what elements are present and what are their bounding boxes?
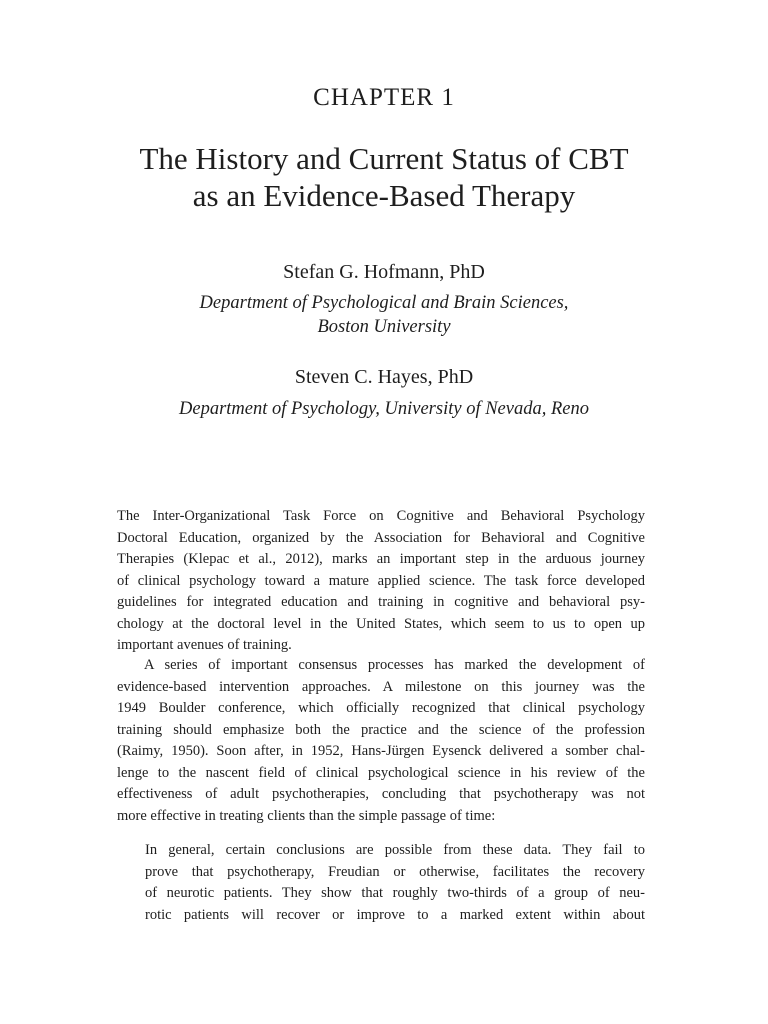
author-affiliation — [0, 291, 768, 339]
paragraph-line: of clinical psychology toward a mature applied science. The task force developed — [117, 572, 645, 589]
chapter-title — [0, 140, 768, 214]
chapter-title-line: The History and Current Status of CBT — [139, 141, 629, 176]
paragraph-line: more effective in treating clients than the simple passage of time: — [117, 807, 496, 824]
paragraph-line: 1949 Boulder conference, which officially recognized that clinical psychology — [117, 700, 645, 716]
paragraph-line: A series of important consensus processes has marked the development of — [144, 657, 645, 673]
paragraph-line: important avenues of training. — [117, 637, 292, 653]
quote-line: prove that psychotherapy, Freudian or otherwise, facilitates the recovery — [145, 863, 645, 880]
paragraph-line: Doctoral Education, organized by the Association for Behavioral and Cognitive — [117, 529, 645, 546]
body-paragraph — [117, 655, 645, 827]
author-name: Steven C. Hayes, PhD — [294, 366, 474, 388]
block-quote — [145, 840, 645, 926]
author-name: Stefan G. Hofmann, PhD — [283, 261, 485, 283]
author-affiliation — [0, 397, 768, 421]
affiliation-line: Department of Psychology, University of Nevada, Reno — [179, 399, 589, 419]
paragraph-line: effectiveness of adult psychotherapies, concluding that psychotherapy was not — [117, 786, 645, 802]
chapter-label: CHAPTER 1 — [313, 84, 455, 111]
affiliation-line: Boston University — [317, 317, 451, 337]
quote-line: rotic patients will recover or improve to a marked extent within about — [145, 906, 645, 923]
quote-line: of neurotic patients. They show that roughly two-thirds of a group of neu- — [145, 885, 645, 901]
paragraph-line: lenge to the nascent field of clinical psychological science in his review of the — [117, 764, 645, 781]
paragraph-line: guidelines for integrated education and training in cognitive and behavioral psy- — [117, 594, 645, 610]
paragraph-line: Therapies (Klepac et al., 2012), marks an important step in the arduous journey — [117, 551, 645, 567]
chapter-title-line: as an Evidence-Based Therapy — [192, 178, 576, 213]
quote-line: In general, certain conclusions are possible from these data. They fail to — [145, 842, 645, 858]
paragraph-line: evidence-based intervention approaches. A milestone on this journey was the — [117, 678, 645, 695]
paragraph-line: chology at the doctoral level in the United States, which seem to us to open up — [117, 615, 645, 632]
affiliation-line: Department of Psychological and Brain Sciences, — [199, 293, 569, 313]
paragraph-line: (Raimy, 1950). Soon after, in 1952, Hans-Jürgen Eysenck delivered a somber chal- — [117, 743, 645, 759]
paragraph-line: The Inter-Organizational Task Force on Cognitive and Behavioral Psychology — [117, 508, 645, 524]
paragraph-line: training should emphasize both the practice and the science of the profession — [117, 721, 645, 738]
body-paragraph — [117, 506, 645, 657]
